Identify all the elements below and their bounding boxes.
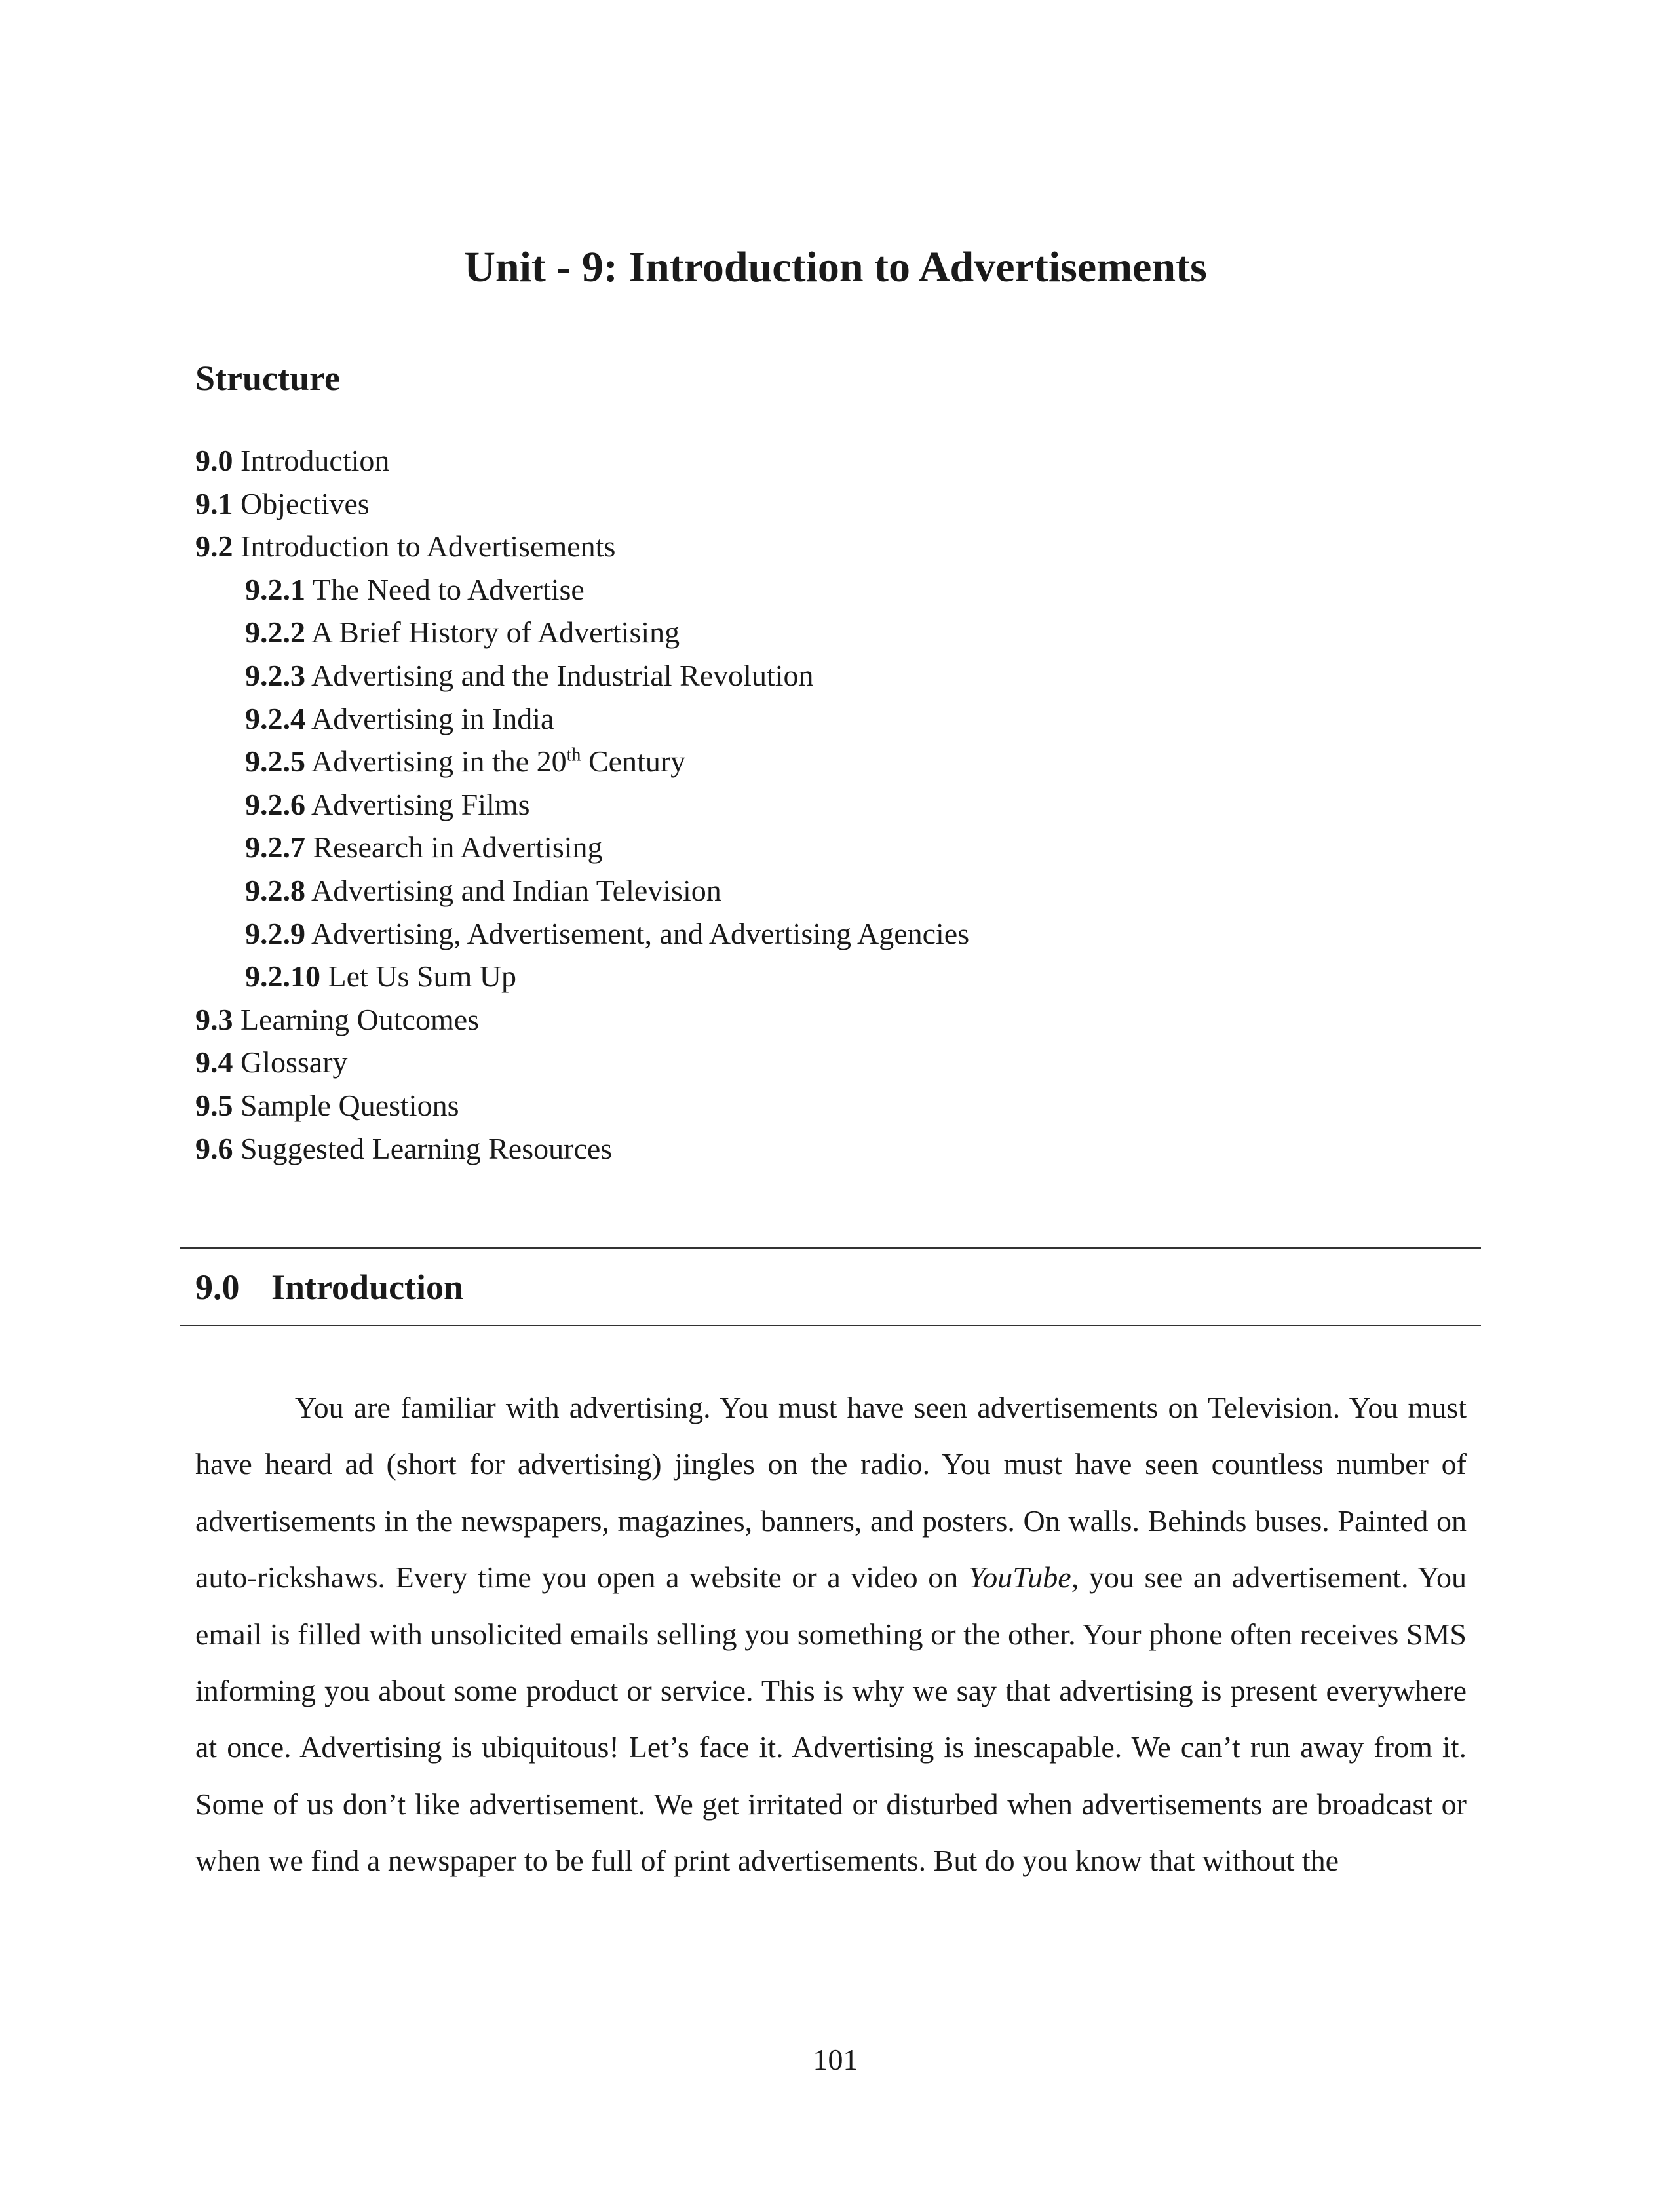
toc-item-number: 9.2.9	[245, 916, 305, 950]
section-divider-bottom	[180, 1325, 1481, 1326]
paragraph-text: You are familiar with advertising. You must have seen advertisements on Television. You must have heard ad (short for advertising) jingles on the radio. You must have seen countless number of advertisements in the newspapers, magazines, banners, and posters. On walls. Behinds buses. Painted on auto-rickshaws. Every time you open a website or a video on	[195, 1391, 1467, 1595]
toc-item-number: 9.2.8	[245, 873, 305, 907]
toc-item-label-suffix: Century	[581, 745, 686, 779]
toc-item	[195, 525, 969, 568]
toc-item-label: Sample Questions	[240, 1088, 459, 1122]
unit-title: Unit - 9: Introduction to Advertisements	[464, 243, 1207, 291]
toc-item-label: The Need to Advertise	[312, 572, 585, 606]
toc-item-number: 9.4	[195, 1045, 233, 1079]
toc-item-label: Let Us Sum Up	[328, 960, 516, 994]
toc-item-number: 9.1	[195, 486, 233, 520]
toc-item-number: 9.5	[195, 1088, 233, 1122]
toc-item-label: Research in Advertising	[313, 830, 603, 864]
toc-item-label: Advertising, Advertisement, and Advertising Agencies	[311, 916, 970, 950]
section-heading	[195, 1270, 463, 1305]
page-number: 101	[813, 2043, 858, 2076]
toc-item-number: 9.3	[195, 1002, 233, 1036]
toc-item-label: Suggested Learning Resources	[240, 1131, 613, 1165]
toc-item-label: Advertising in India	[311, 701, 554, 735]
toc-subitem	[195, 783, 969, 826]
toc-item-number: 9.6	[195, 1131, 233, 1165]
toc-item	[195, 1084, 969, 1127]
toc-item-number: 9.2.5	[245, 745, 305, 779]
toc-item-label: A Brief History of Advertising	[311, 615, 680, 650]
toc-item-number: 9.2.4	[245, 701, 305, 735]
structure-heading: Structure	[195, 359, 340, 398]
toc-item-label: Advertising in the 20	[311, 745, 567, 779]
toc-item	[195, 1127, 969, 1171]
toc-item-label: Glossary	[240, 1045, 348, 1079]
section-number: 9.0	[195, 1268, 240, 1307]
toc-item-label: Advertising and the Industrial Revolution	[311, 658, 814, 692]
toc-item-number: 9.2.2	[245, 615, 305, 650]
section-title: Introduction	[271, 1268, 464, 1307]
toc-subitem	[195, 611, 969, 654]
section-divider-top	[180, 1247, 1481, 1249]
toc-item-superscript: th	[566, 745, 581, 766]
toc-item-label: Objectives	[240, 486, 370, 520]
toc-subitem	[195, 955, 969, 998]
toc-subitem	[195, 912, 969, 956]
toc-item-label: Advertising and Indian Television	[311, 873, 721, 907]
toc-item	[195, 482, 969, 526]
toc-item	[195, 439, 969, 482]
toc-item-number: 9.2	[195, 530, 233, 564]
table-of-contents	[195, 439, 969, 1170]
paragraph-emphasis: YouTube	[968, 1561, 1071, 1595]
toc-item-label: Learning Outcomes	[240, 1002, 480, 1036]
toc-item-number: 9.2.7	[245, 830, 305, 864]
toc-item-label: Introduction	[240, 444, 390, 477]
toc-item	[195, 998, 969, 1041]
toc-item-label: Introduction to Advertisements	[240, 530, 616, 564]
toc-subitem	[195, 826, 969, 869]
toc-subitem	[195, 740, 969, 783]
toc-item	[195, 1041, 969, 1084]
toc-item-number: 9.2.1	[245, 572, 305, 606]
toc-item-number: 9.2.10	[245, 960, 320, 994]
paragraph-text-continued: , you see an advertisement. You email is filled with unsolicited emails selling you something or the other. Your phone often receives SMS informing you about some product or service. This is why we say that advertising is present everywhere at once. Advertising is ubiquitous! Let’s face it. Advertising is inescapable. We can’t run away from it. Some of us don’t like advertisement. We get irritated or disturbed when advertisements are broadcast or when we find a newspaper to be full of print advertisements. But do you know that without the	[195, 1561, 1467, 1878]
toc-subitem	[195, 654, 969, 697]
toc-subitem	[195, 869, 969, 912]
toc-subitem	[195, 697, 969, 741]
toc-item-number: 9.2.6	[245, 787, 305, 821]
toc-item-label: Advertising Films	[311, 787, 530, 821]
toc-item-number: 9.0	[195, 444, 233, 477]
intro-paragraph	[195, 1380, 1467, 1890]
toc-subitem	[195, 568, 969, 611]
toc-item-number: 9.2.3	[245, 658, 305, 692]
